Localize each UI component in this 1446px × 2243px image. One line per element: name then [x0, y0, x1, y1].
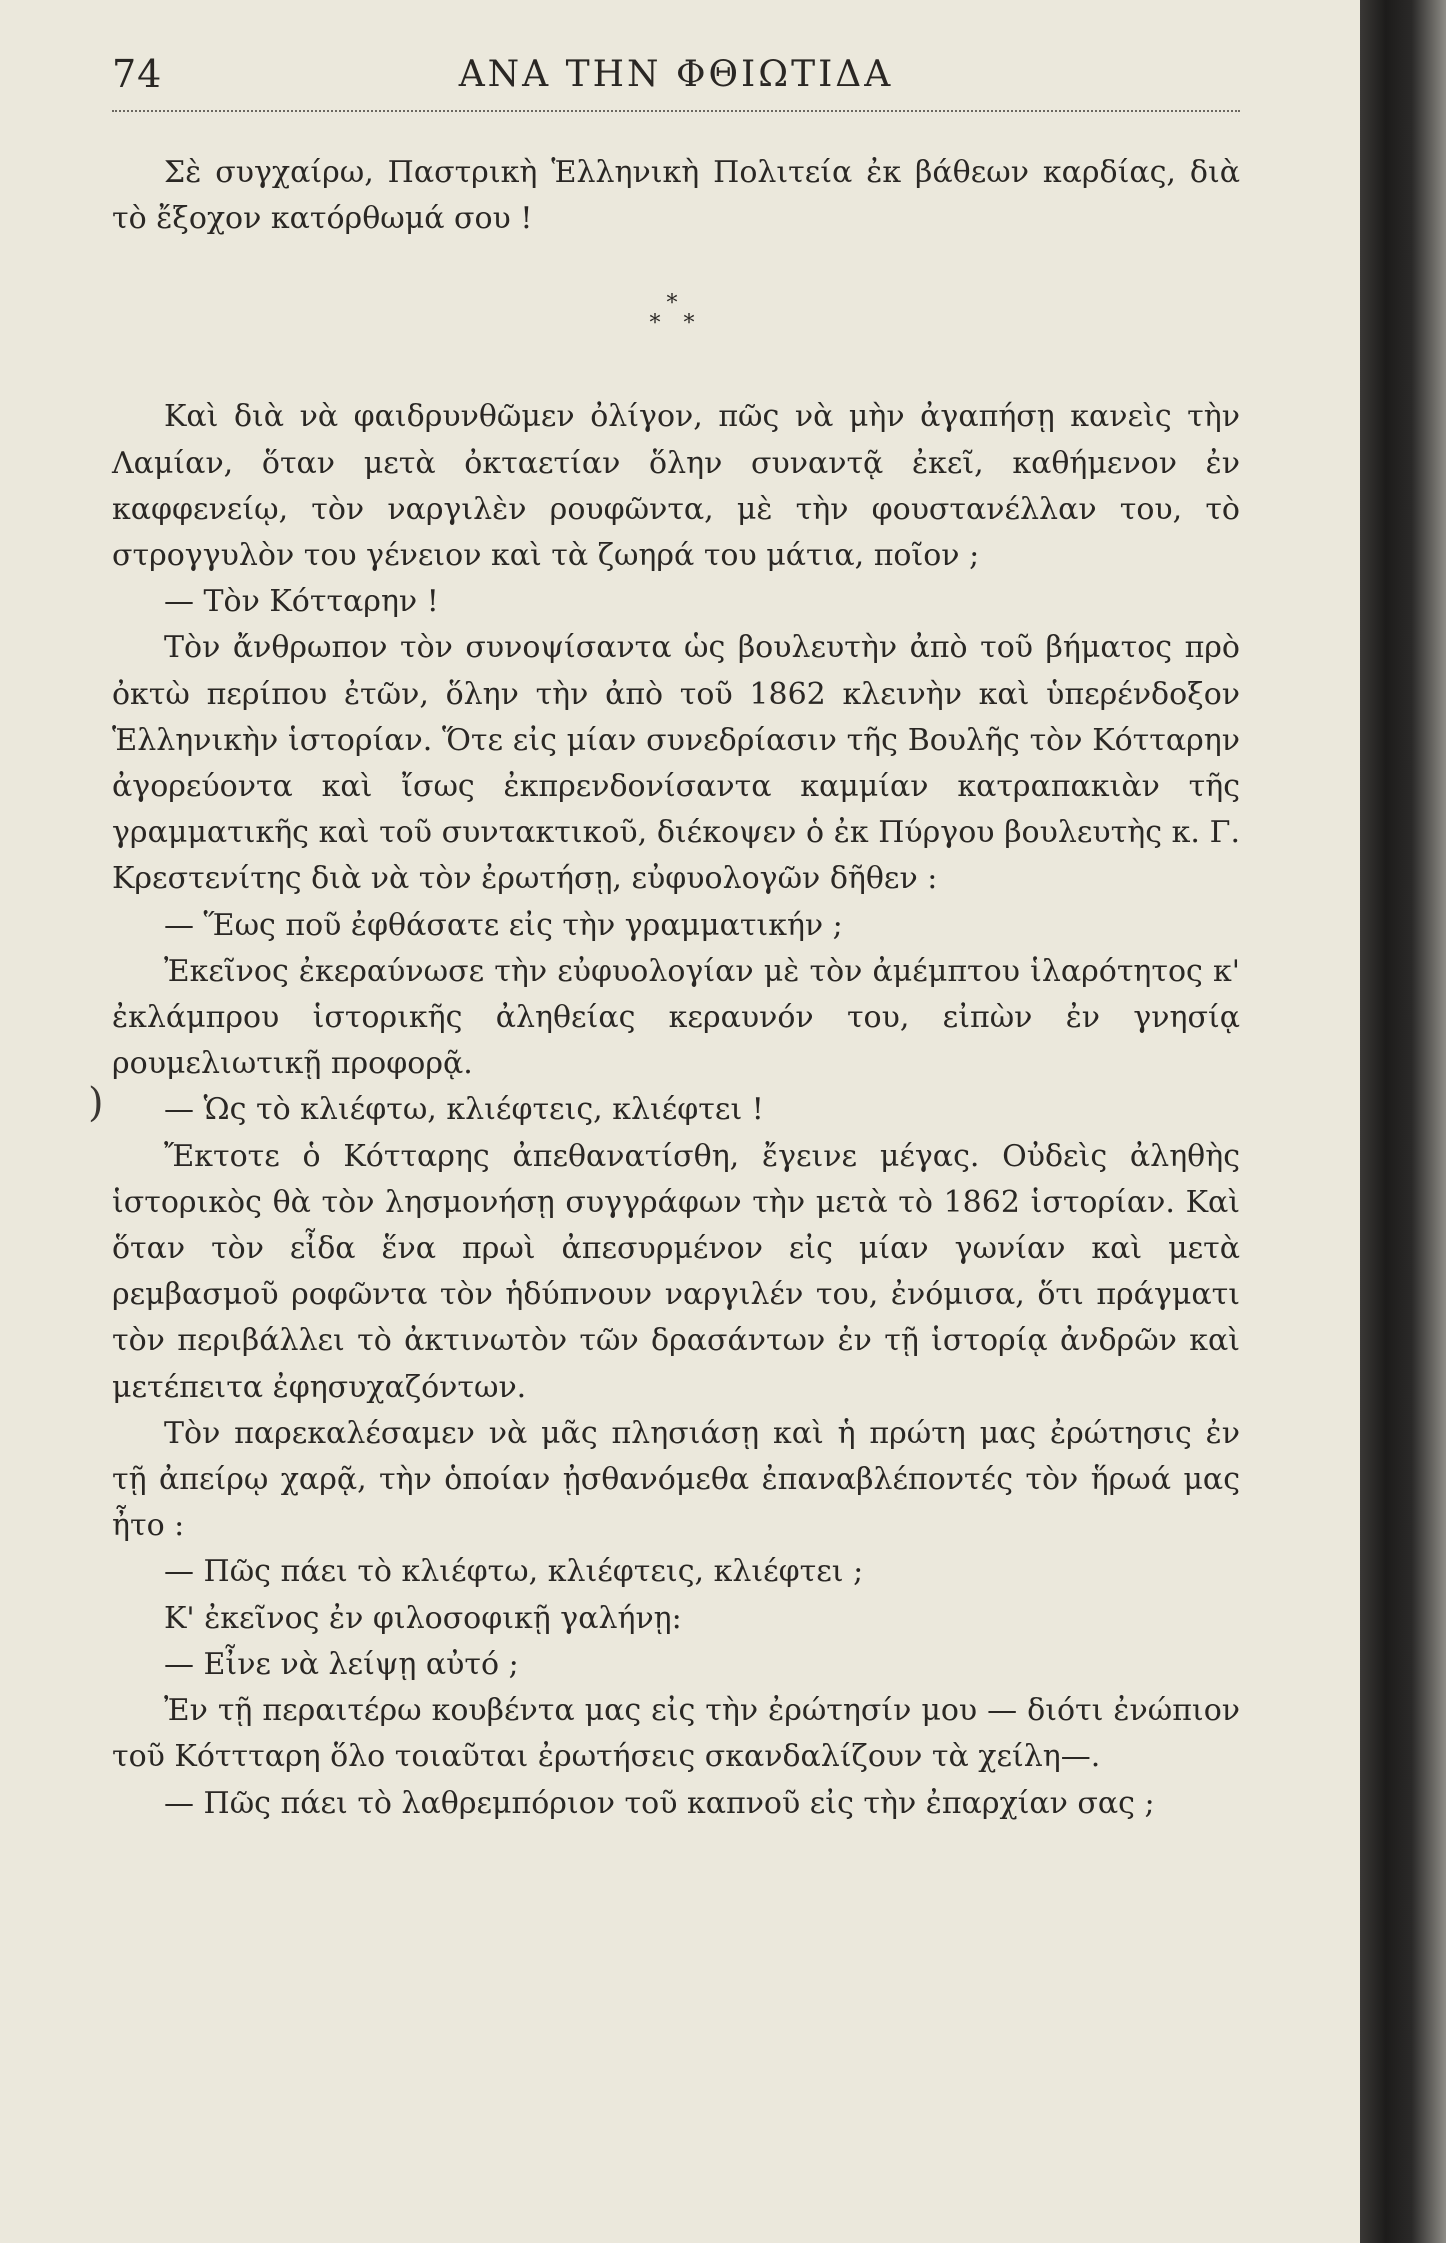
dialogue-line: — Εἶνε νὰ λείψῃ αὐτό ;	[164, 1646, 519, 1682]
dialogue-line: — Πῶς πάει τὸ λαθρεμπόριον τοῦ καπνοῦ εἰς τὴν ἐπαρχίαν σας ;	[164, 1785, 1155, 1821]
asterism-bottom: * *	[649, 311, 703, 337]
paragraph: Ἔκτοτε ὁ Κότταρης ἀπεθανατίσθη, ἔγεινε μέγας. Οὐδεὶς ἀληθὴς ἱστορικὸς θὰ τὸν λησμονήσῃ συγγράφων τὴν μετὰ τὸ 1862 ἱστορίαν. Καὶ ὅταν τὸν εἶδα ἕνα πρωὶ ἀπεσυρμένον εἰς μίαν γωνίαν καὶ μετὰ ρεμβασμοῦ ροφῶντα τὸν ἡδύπνουν ναργιλέν του, ἐνόμισα, ὅτι πράγματι τὸν περιβάλλει τὸ ἀκτινωτὸν τῶν δρασάντων ἐν τῇ ἱστορίᾳ ἀνδρῶν καὶ μετέπειτα ἐφησυχαζόντων.	[112, 1138, 1240, 1405]
dialogue-line: — Ἕως ποῦ ἐφθάσατε εἰς τὴν γραμματικήν ;	[164, 907, 843, 943]
paragraph: Καὶ διὰ νὰ φαιδρυνθῶμεν ὀλίγον, πῶς νὰ μὴν ἀγαπήσῃ κανεὶς τὴν Λαμίαν, ὅταν μετὰ ὀκταετίαν ὅλην συναντᾷ ἐκεῖ, καθήμενον ἐν καφφενείῳ, τὸν ναργιλὲν ρουφῶντα, μὲ τὴν φουστανέλλαν του, τὸ στρογγυλὸν του γένειον καὶ τὰ ζωηρά του μάτια, ποῖον ;	[112, 399, 1240, 574]
asterism-top: *	[666, 291, 686, 317]
paragraph: Τὸν παρεκαλέσαμεν νὰ μᾶς πλησιάσῃ καὶ ἡ πρώτη μας ἐρώτησις ἐν τῇ ἀπείρῳ χαρᾷ, τὴν ὁποίαν ᾐσθανόμεθα ἐπαναβλέποντές τὸν ἥρωά μας ἦτο :	[112, 1415, 1240, 1544]
paragraph: Ἐν τῇ περαιτέρω κουβέντα μας εἰς τὴν ἐρώτησίν μου — διότι ἐνώπιον τοῦ Κόττταρη ὅλο τοιαῦται ἐρωτήσεις σκανδαλίζουν τὰ χείλη—.	[112, 1693, 1240, 1775]
book-gutter-shadow	[1360, 0, 1446, 2243]
margin-mark: )	[88, 1080, 104, 1126]
paragraph: Ἐκεῖνος ἐκεραύνωσε τὴν εὐφυολογίαν μὲ τὸν ἀμέμπτου ἱλαρότητος κ' ἐκλάμπρου ἱστορικῆς ἀληθείας κεραυνόν του, εἰπὼν ἐν γνησίᾳ ρουμελιωτικῇ προφορᾷ.	[112, 953, 1240, 1082]
dialogue-line: — Ὡς τὸ κλιέφτω, κλιέφτεις, κλιέφτει !	[164, 1092, 764, 1128]
page-header	[112, 52, 1240, 108]
paragraph: Τὸν ἄνθρωπον τὸν συνοψίσαντα ὡς βουλευτὴν ἀπὸ τοῦ βήματος πρὸ ὀκτὼ περίπου ἐτῶν, ὅλην τὴν ἀπὸ τοῦ 1862 κλεινὴν καὶ ὑπερένδοξον Ἑλληνικὴν ἱστορίαν. Ὅτε εἰς μίαν συνεδρίασιν τῆς Βουλῆς τὸν Κότταρην ἀγορεύοντα καὶ ἴσως ἐκπρενδονίσαντα καμμίαν κατραπακιὰν τῆς γραμματικῆς καὶ τοῦ συντακτικοῦ, διέκοψεν ὁ ἐκ Πύργου βουλευτὴς κ. Γ. Κρεστενίτης διὰ νὰ τὸν ἐρωτήσῃ, εὐφυολογῶν δῆθεν :	[112, 630, 1240, 897]
running-title: ΑΝΑ ΤΗΝ ΦΘΙΩΤΙΔΑ	[458, 54, 894, 95]
paragraph: Σὲ συγχαίρω, Παστρικὴ Ἑλληνικὴ Πολιτεία ἐκ βάθεων καρδίας, διὰ τὸ ἔξοχον κατόρθωμά σου !	[112, 155, 1240, 237]
section-break-asterism	[112, 291, 1240, 337]
paragraph: Κ' ἐκεῖνος ἐν φιλοσοφικῇ γαλήνῃ:	[164, 1600, 682, 1636]
dialogue-line: — Τὸν Κότταρην !	[164, 584, 439, 620]
page-number: 74	[112, 52, 163, 96]
header-rule	[112, 110, 1240, 112]
dialogue-line: — Πῶς πάει τὸ κλιέφτω, κλιέφτεις, κλιέφτει ;	[164, 1554, 864, 1590]
body-text	[112, 150, 1240, 1827]
